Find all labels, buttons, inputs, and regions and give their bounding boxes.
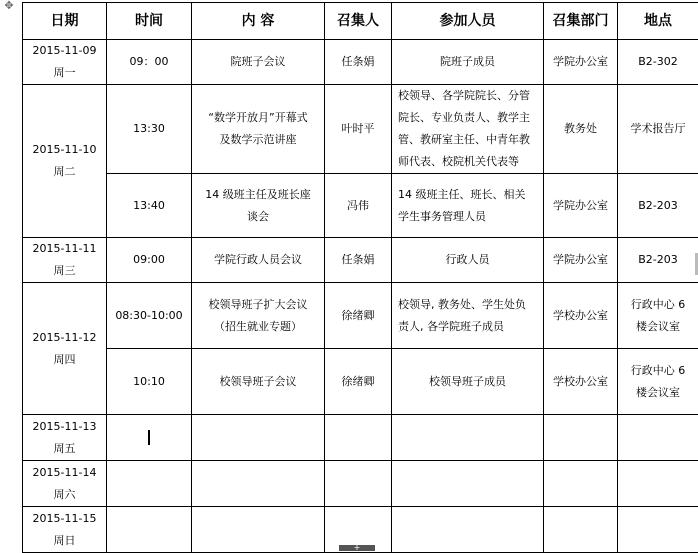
- header-time: 时间: [107, 3, 192, 40]
- dept-cell[interactable]: 教务处: [544, 85, 618, 174]
- convener-cell[interactable]: 叶时平: [325, 85, 392, 174]
- convener-cell[interactable]: 徐绪卿: [325, 349, 392, 415]
- time-cell[interactable]: 13:40: [107, 174, 192, 238]
- date-cell[interactable]: 2015-11-13 周五: [23, 415, 107, 461]
- location-cell[interactable]: 学术报告厅: [618, 85, 698, 174]
- time-cell[interactable]: 09：00: [107, 40, 192, 85]
- attendees-cell[interactable]: 14 级班主任、班长、相关 学生事务管理人员: [392, 174, 544, 238]
- dept-cell[interactable]: 学校办公室: [544, 349, 618, 415]
- content-cell[interactable]: [192, 461, 325, 507]
- meeting-schedule-table: [22, 2, 698, 553]
- attendees-cell[interactable]: [392, 507, 544, 553]
- table-row: [23, 238, 698, 283]
- table-row: [23, 349, 698, 415]
- time-cell[interactable]: [107, 461, 192, 507]
- dept-cell[interactable]: [544, 461, 618, 507]
- time-cell[interactable]: [107, 415, 192, 461]
- dept-cell[interactable]: 学院办公室: [544, 174, 618, 238]
- attendees-cell[interactable]: [392, 415, 544, 461]
- date-cell[interactable]: 2015-11-10 周二: [23, 85, 107, 238]
- header-convener: 召集人: [325, 3, 392, 40]
- location-cell[interactable]: B2-203: [618, 238, 698, 283]
- content-cell[interactable]: [192, 415, 325, 461]
- time-cell[interactable]: 08:30-10:00: [107, 283, 192, 349]
- attendees-cell[interactable]: 校领导班子成员: [392, 349, 544, 415]
- content-cell[interactable]: “数学开放月”开幕式 及数学示范讲座: [192, 85, 325, 174]
- location-cell[interactable]: [618, 461, 698, 507]
- attendees-cell[interactable]: 院班子成员: [392, 40, 544, 85]
- convener-cell[interactable]: [325, 461, 392, 507]
- location-cell[interactable]: 行政中心 6 楼会议室: [618, 283, 698, 349]
- date-cell[interactable]: 2015-11-09 周一: [23, 40, 107, 85]
- time-cell[interactable]: 10:10: [107, 349, 192, 415]
- date-cell[interactable]: 2015-11-14 周六: [23, 461, 107, 507]
- location-cell[interactable]: [618, 507, 698, 553]
- content-cell[interactable]: 校领导班子扩大会议 （招生就业专题）: [192, 283, 325, 349]
- location-cell[interactable]: 行政中心 6 楼会议室: [618, 349, 698, 415]
- content-cell[interactable]: [192, 507, 325, 553]
- header-date: 日期: [23, 3, 107, 40]
- convener-cell[interactable]: [325, 415, 392, 461]
- header-row: [23, 3, 698, 40]
- convener-cell[interactable]: 徐绪卿: [325, 283, 392, 349]
- dept-cell[interactable]: [544, 507, 618, 553]
- attendees-cell[interactable]: 行政人员: [392, 238, 544, 283]
- table-row: [23, 40, 698, 85]
- dept-cell[interactable]: [544, 415, 618, 461]
- location-cell[interactable]: B2-302: [618, 40, 698, 85]
- table-row: [23, 415, 698, 461]
- date-cell[interactable]: 2015-11-15 周日: [23, 507, 107, 553]
- location-cell[interactable]: [618, 415, 698, 461]
- header-location: 地点: [618, 3, 698, 40]
- header-attendees: 参加人员: [392, 3, 544, 40]
- header-dept: 召集部门: [544, 3, 618, 40]
- content-cell[interactable]: 学院行政人员会议: [192, 238, 325, 283]
- content-cell[interactable]: 14 级班主任及班长座 谈会: [192, 174, 325, 238]
- date-cell[interactable]: 2015-11-12 周四: [23, 283, 107, 415]
- convener-cell[interactable]: 任条娟: [325, 238, 392, 283]
- table-row: [23, 461, 698, 507]
- table-row: [23, 85, 698, 174]
- content-cell[interactable]: 校领导班子会议: [192, 349, 325, 415]
- table-row: [23, 174, 698, 238]
- table-row: [23, 283, 698, 349]
- text-cursor: [148, 430, 150, 445]
- header-content: 内 容: [192, 3, 325, 40]
- date-cell[interactable]: 2015-11-11 周三: [23, 238, 107, 283]
- add-row-handle-icon[interactable]: +: [339, 545, 375, 551]
- time-cell[interactable]: 13:30: [107, 85, 192, 174]
- convener-cell[interactable]: 冯伟: [325, 174, 392, 238]
- dept-cell[interactable]: 学院办公室: [544, 40, 618, 85]
- content-cell[interactable]: 院班子会议: [192, 40, 325, 85]
- time-cell[interactable]: 09:00: [107, 238, 192, 283]
- location-cell[interactable]: B2-203: [618, 174, 698, 238]
- dept-cell[interactable]: 学院办公室: [544, 238, 618, 283]
- attendees-cell[interactable]: [392, 461, 544, 507]
- time-cell[interactable]: [107, 507, 192, 553]
- dept-cell[interactable]: 学校办公室: [544, 283, 618, 349]
- convener-cell[interactable]: 任条娟: [325, 40, 392, 85]
- attendees-cell[interactable]: 校领导、各学院院长、分管 院长、专业负责人、教学主 管、教研室主任、中青年教 师代表、校院机关代表等: [392, 85, 544, 174]
- attendees-cell[interactable]: 校领导, 教务处、学生处负 责人, 各学院班子成员: [392, 283, 544, 349]
- table-move-handle-icon[interactable]: ✥: [3, 0, 15, 12]
